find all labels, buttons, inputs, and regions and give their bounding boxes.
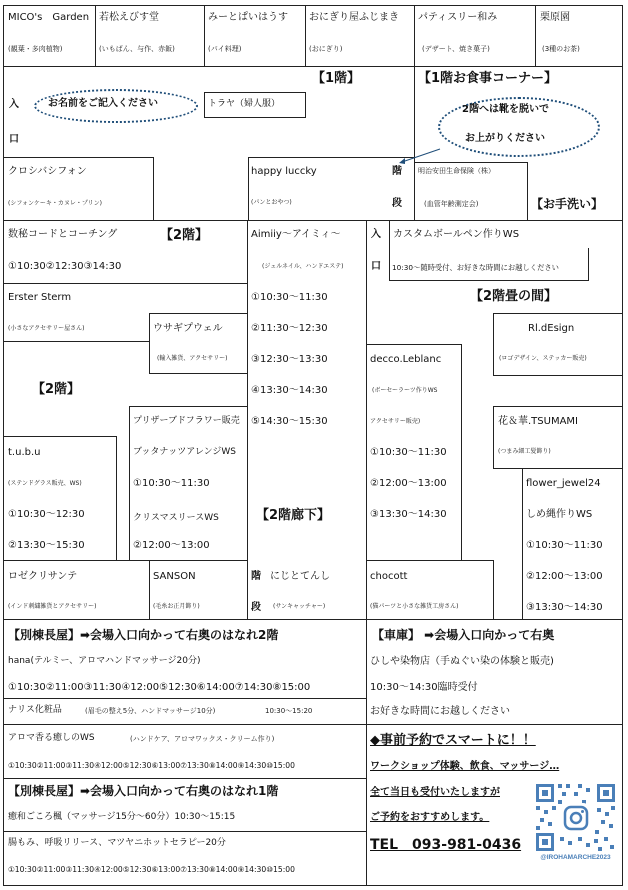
vendor-meatpie-name: みーとぱいはうす <box>208 12 288 23</box>
vendor-kuriharaen-desc: (3種のお茶) <box>542 45 580 53</box>
annex2-aroma-desc: (ハンドケア、アロマワックス・クリーム作り) <box>130 735 275 743</box>
vendor-wakamatsu-name: 若松えびす堂 <box>99 12 159 23</box>
instagram-qr-code[interactable] <box>533 781 618 861</box>
annex1-fuku: 腸もみ、呼吸リリース、マツヤニホットセラピー20分 <box>8 838 226 848</box>
hana-tsumami-name: 花＆華.TSUMAMI <box>498 416 578 427</box>
entrance2-label-1: 入 <box>371 229 381 240</box>
garage-title: 【車庫】 ➡会場入口向かって右奥 <box>372 628 555 642</box>
corridor-title: 【2階廊下】 <box>256 508 331 523</box>
niji-name: にじとてんし <box>270 571 330 582</box>
reservation-line-1: ワークショップ体験、飲食、マッサージ… <box>370 761 560 772</box>
flower-jewel-time-2: ②12:00～13:00 <box>526 571 603 582</box>
suuhi-times: ①10:30②12:30③14:30 <box>8 261 122 272</box>
entrance-label-2: 口 <box>9 134 19 145</box>
decco-desc-1: (ボーセーラーツ作りWS <box>372 387 438 394</box>
rl-desc: (ロゴデザイン、ステッカー販売) <box>499 355 587 362</box>
flower-jewel-time-1: ①10:30～11:30 <box>526 540 603 551</box>
vendor-patisserie-name: パティスリー和み <box>418 12 498 23</box>
annex2-aroma-times: ①10:30②11:00③11:30④12:00⑤12:30⑥13:00⑦13:30⑧14:00⑨14:30⑩15:00 <box>8 761 295 770</box>
vendor-mico-name: MICO's Garden <box>8 12 90 23</box>
aimiy-desc: (ジェルネイル、ハンドエステ) <box>262 263 344 270</box>
entrance2-label-2: 口 <box>371 261 381 272</box>
food-corner-title: 【1階お食事コーナー】 <box>418 71 558 86</box>
garage-line-3: お好きな時間にお越しください <box>370 706 510 717</box>
floor2-title-b: 【2階】 <box>32 382 81 397</box>
flower-jewel-ws: しめ縄作りWS <box>526 509 593 520</box>
vendor-kuriharaen-name: 栗原園 <box>540 12 570 23</box>
sanson-name: SANSON <box>153 571 196 582</box>
happy-desc: (パンとおやつ) <box>251 199 292 206</box>
kuroshiba-name: クロシバシフォン <box>8 166 87 177</box>
happy-name: happy luccky <box>251 166 317 177</box>
stairs-label-2: 段 <box>392 198 402 209</box>
vendor-wakamatsu-desc: (いもばん、与作、赤飯) <box>99 45 175 53</box>
decco-time-3: ③13:30～14:30 <box>370 509 447 520</box>
instagram-handle: @IROHAMARCHE2023 <box>540 854 611 861</box>
erster-name: Erster Sterm <box>8 292 72 303</box>
aimiy-time-1: ①10:30～11:30 <box>251 292 328 303</box>
decco-desc-2: アクセサリー販売) <box>370 418 421 425</box>
usagi-desc: (輸入雑貨、アクセサリー) <box>157 355 228 362</box>
tubu-time-2: ②13:30～15:30 <box>8 540 85 551</box>
annex2-hana-times: ①10:30②11:00③11:30④12:00⑤12:30⑥14:00⑦14:30⑧15:00 <box>8 682 311 693</box>
aimiy-time-3: ③12:30～13:30 <box>251 354 328 365</box>
name-bubble-text: お名前をご記入ください <box>48 98 158 109</box>
tubu-name: t.u.b.u <box>8 447 41 458</box>
annex1-times: ①10:30②11:00③11:30④12:00⑤12:30⑥13:00⑦13:30⑧14:00⑨14:30⑩15:00 <box>8 865 295 874</box>
preserved-line-3: クリスマスリースWS <box>133 513 219 523</box>
decco-name: decco.Leblanc <box>370 354 442 365</box>
annex2-title: 【別棟長屋】➡会場入口向かって右奥のはなれ2階 <box>8 628 279 642</box>
bubble-pointer <box>396 148 442 166</box>
annex2-narisu-desc: (眉毛の整え5分、ハンドマッサージ10分) <box>85 707 216 715</box>
flower-jewel-name: flower_jewel24 <box>526 478 601 489</box>
floor2-title-a: 【2階】 <box>160 228 209 243</box>
shoes-bubble-text-2: お上がりください <box>465 133 545 144</box>
stairs2-label-1: 階 <box>251 571 261 582</box>
suuhi-name: 数秘コードとコーチング <box>8 229 118 240</box>
reservation-line-2: 全て当日も受付いたしますが <box>370 787 500 798</box>
vendor-meatpie-desc: (パイ料理) <box>208 45 242 53</box>
meiji-name: 明治安田生命保険（株） <box>418 167 495 175</box>
rl-name: Rl.dEsign <box>528 323 575 334</box>
preserved-time-1: ①10:30～11:30 <box>133 478 210 489</box>
stairs-label-1: 階 <box>392 166 402 177</box>
stairs2-label-2: 段 <box>251 602 261 613</box>
kuroshiba-desc: (シフォンケーキ・カヌレ・プリン) <box>8 200 103 207</box>
annex2-hana-line: hana(テルミー、アロマハンドマッサージ20分) <box>8 656 201 666</box>
tubu-desc: (ステンドグラス販売、WS) <box>8 480 82 487</box>
vendor-patisserie-desc: (デザート、焼き菓子) <box>422 45 490 53</box>
aimiy-time-5: ⑤14:30～15:30 <box>251 416 328 427</box>
aimiy-time-2: ②11:30～12:30 <box>251 323 328 334</box>
annex2-narisu-time: 10:30～15:20 <box>265 707 313 715</box>
pen-ws-desc: 10:30～随時受付、お好きな時間にお越しください <box>392 263 559 272</box>
tatami-title: 【2階畳の間】 <box>470 289 558 304</box>
annex1-iyashi: 癒和ごころ楓（マッサージ15分～60分）10:30～15:15 <box>8 812 236 822</box>
decco-time-2: ②12:00～13:00 <box>370 478 447 489</box>
pen-ws-name: カスタムボールペン作りWS <box>393 229 520 240</box>
flower-jewel-time-3: ③13:30～14:30 <box>526 602 603 613</box>
reservation-title: ◆事前予約でスマートに！！ <box>370 733 536 748</box>
restroom-label: 【お手洗い】 <box>531 197 604 211</box>
niji-desc: (サンキャッチャー) <box>273 603 326 610</box>
usagi-name: ウサギプウェル <box>153 323 223 334</box>
aimiy-name: Aimiiy～アイミィ～ <box>251 229 341 240</box>
rose-name: ロゼクリサンテ <box>8 571 78 582</box>
garage-line-1: ひしや染物店（手ぬぐい染の体験と販売) <box>370 656 554 667</box>
sanson-desc: (毛糸お正月飾り) <box>153 603 200 610</box>
rose-desc: (インド刺繍雑貨とアクセサリー) <box>8 603 97 610</box>
preserved-line-2: ブッタナッツアレンジWS <box>133 447 236 457</box>
vendor-onigiri-desc: (おにぎり) <box>309 45 343 53</box>
annex2-aroma-name: アロマ香る癒しのWS <box>8 733 95 743</box>
preserved-time-2: ②12:00～13:00 <box>133 540 210 551</box>
chocott-desc: (猫パーツと小さな雑貨工房さん) <box>370 603 459 610</box>
vendor-mico-desc: (観葉・多肉植物) <box>8 45 63 53</box>
annex2-narisu-name: ナリス化粧品 <box>8 705 62 715</box>
preserved-line-1: プリザーブドフラワー販売 <box>133 416 240 426</box>
aimiy-time-4: ④13:30～14:30 <box>251 385 328 396</box>
reservation-tel[interactable]: TEL 093-981-0436 <box>370 837 522 853</box>
floor1-title: 【1階】 <box>312 71 361 86</box>
erster-desc: (小さなアクセサリー屋さん) <box>8 325 85 332</box>
decco-time-1: ①10:30～11:30 <box>370 447 447 458</box>
toraya-name: トラヤ（婦人服） <box>208 99 281 109</box>
vendor-onigiri-name: おにぎり屋ふじまき <box>309 12 399 23</box>
chocott-name: chocott <box>370 571 408 582</box>
meiji-desc: (血管年齢測定会) <box>424 200 479 208</box>
reservation-line-3: ご予約をおすすめします。 <box>370 812 490 823</box>
entrance-label-1: 入 <box>9 99 19 110</box>
shoes-bubble-text-1: 2階へは靴を脱いで <box>462 104 549 115</box>
annex1-title: 【別棟長屋】➡会場入口向かって右奥のはなれ1階 <box>8 784 279 798</box>
tubu-time-1: ①10:30～12:30 <box>8 509 85 520</box>
hana-tsumami-desc: (つまみ細工髪飾り) <box>498 448 551 455</box>
garage-line-2: 10:30～14:30臨時受付 <box>370 682 478 693</box>
